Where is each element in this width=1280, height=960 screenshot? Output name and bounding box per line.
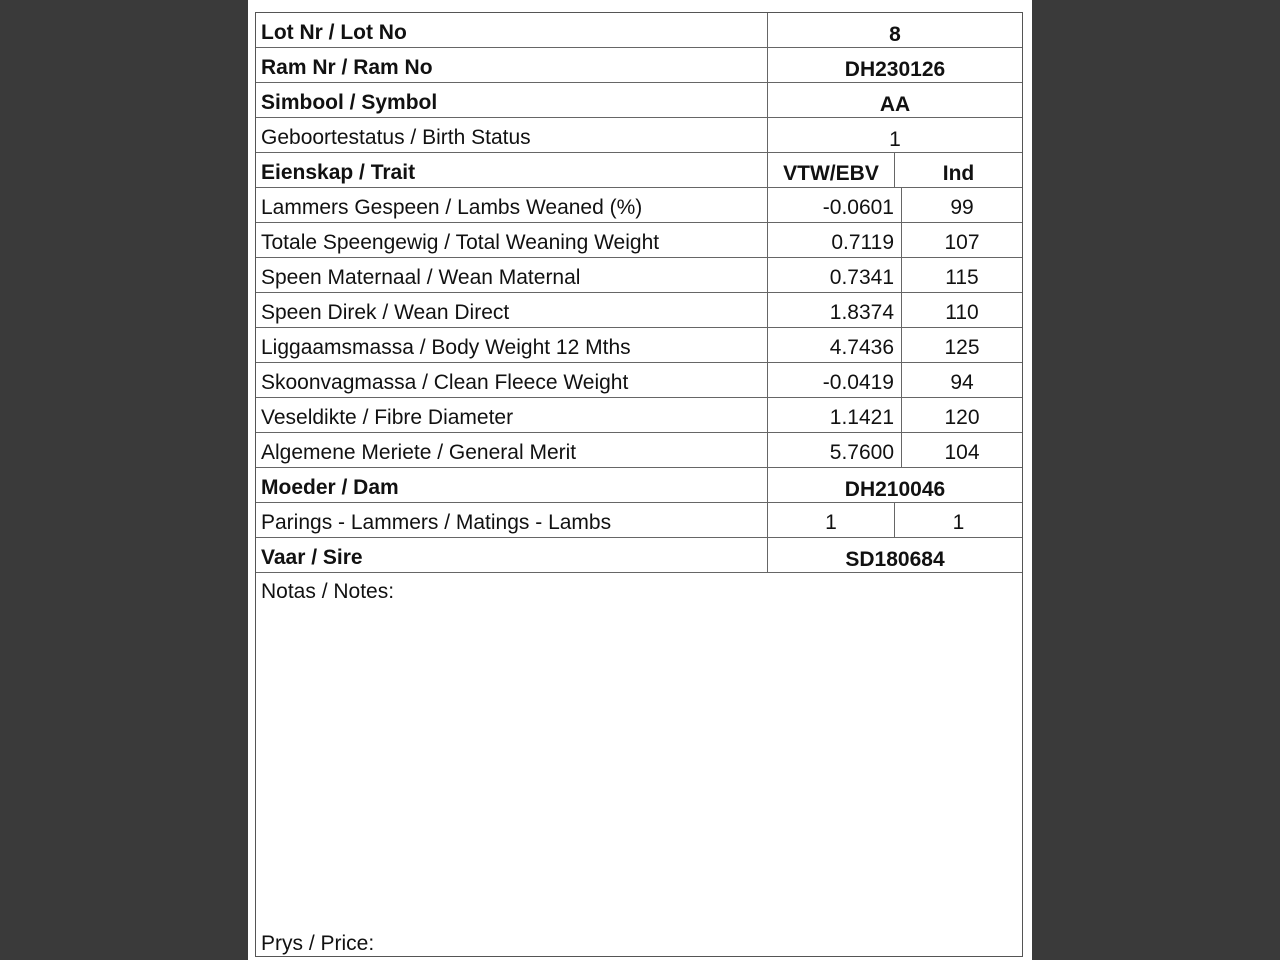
- trait-row: [256, 363, 1022, 398]
- lot-value: 8: [889, 23, 901, 46]
- symbol-value: AA: [879, 93, 911, 116]
- birth-status-row: [256, 118, 1022, 153]
- matings-row: [256, 503, 1022, 538]
- dam-label: Moeder / Dam: [256, 468, 768, 502]
- trait-row: [256, 293, 1022, 328]
- ind-header: Ind: [942, 162, 975, 185]
- trait-label: Speen Maternaal / Wean Maternal: [256, 258, 768, 292]
- trait-ebv: 1.8374: [768, 293, 902, 327]
- birth-status-value: 1: [889, 128, 901, 151]
- trait-ind: 94: [950, 371, 974, 394]
- ram-value: DH230126: [844, 58, 946, 81]
- trait-ebv: 4.7436: [768, 328, 902, 362]
- ebv-header: VTW/EBV: [768, 153, 895, 187]
- trait-header-row: [256, 153, 1022, 188]
- trait-ebv: 0.7119: [768, 223, 902, 257]
- trait-row: [256, 188, 1022, 223]
- ram-row: [256, 48, 1022, 83]
- matings-label: Parings - Lammers / Matings - Lambs: [256, 503, 768, 537]
- trait-label: Totale Speengewig / Total Weaning Weight: [256, 223, 768, 257]
- trait-ind: 125: [944, 336, 980, 359]
- trait-row: [256, 433, 1022, 468]
- birth-status-label: Geboortestatus / Birth Status: [256, 118, 768, 152]
- trait-ind: 110: [945, 301, 979, 324]
- trait-row: [256, 328, 1022, 363]
- price-label: Prys / Price:: [261, 932, 375, 955]
- trait-label: Algemene Meriete / General Merit: [256, 433, 768, 467]
- ram-label: Ram Nr / Ram No: [256, 48, 768, 82]
- trait-ebv: -0.0419: [768, 363, 902, 397]
- trait-ind: 104: [944, 441, 980, 464]
- lot-label: Lot Nr / Lot No: [256, 13, 768, 47]
- dam-value: DH210046: [844, 478, 946, 501]
- trait-header-label: Eienskap / Trait: [256, 153, 768, 187]
- ram-info-table: [255, 12, 1023, 957]
- trait-row: [256, 258, 1022, 293]
- trait-ind: 107: [944, 231, 980, 254]
- trait-ebv: 5.7600: [768, 433, 902, 467]
- trait-ind: 120: [944, 406, 980, 429]
- lot-row: [256, 13, 1022, 48]
- trait-row: [256, 223, 1022, 258]
- trait-ebv: 0.7341: [768, 258, 902, 292]
- trait-ebv: -0.0601: [768, 188, 902, 222]
- symbol-row: [256, 83, 1022, 118]
- matings-value: 1: [768, 503, 895, 537]
- trait-row: [256, 398, 1022, 433]
- document-page: [248, 0, 1032, 960]
- trait-label: Liggaamsmassa / Body Weight 12 Mths: [256, 328, 768, 362]
- lambs-value: 1: [952, 511, 965, 534]
- trait-ind: 99: [950, 196, 974, 219]
- trait-label: Lammers Gespeen / Lambs Weaned (%): [256, 188, 768, 222]
- sire-row: [256, 538, 1022, 573]
- dam-row: [256, 468, 1022, 503]
- trait-label: Veseldikte / Fibre Diameter: [256, 398, 768, 432]
- notes-label: Notas / Notes:: [261, 580, 395, 603]
- sire-value: SD180684: [845, 548, 945, 571]
- trait-ebv: 1.1421: [768, 398, 902, 432]
- trait-ind: 115: [945, 266, 979, 289]
- trait-label: Speen Direk / Wean Direct: [256, 293, 768, 327]
- sire-label: Vaar / Sire: [256, 538, 768, 572]
- symbol-label: Simbool / Symbol: [256, 83, 768, 117]
- trait-label: Skoonvagmassa / Clean Fleece Weight: [256, 363, 768, 397]
- notes-box: [256, 573, 1022, 957]
